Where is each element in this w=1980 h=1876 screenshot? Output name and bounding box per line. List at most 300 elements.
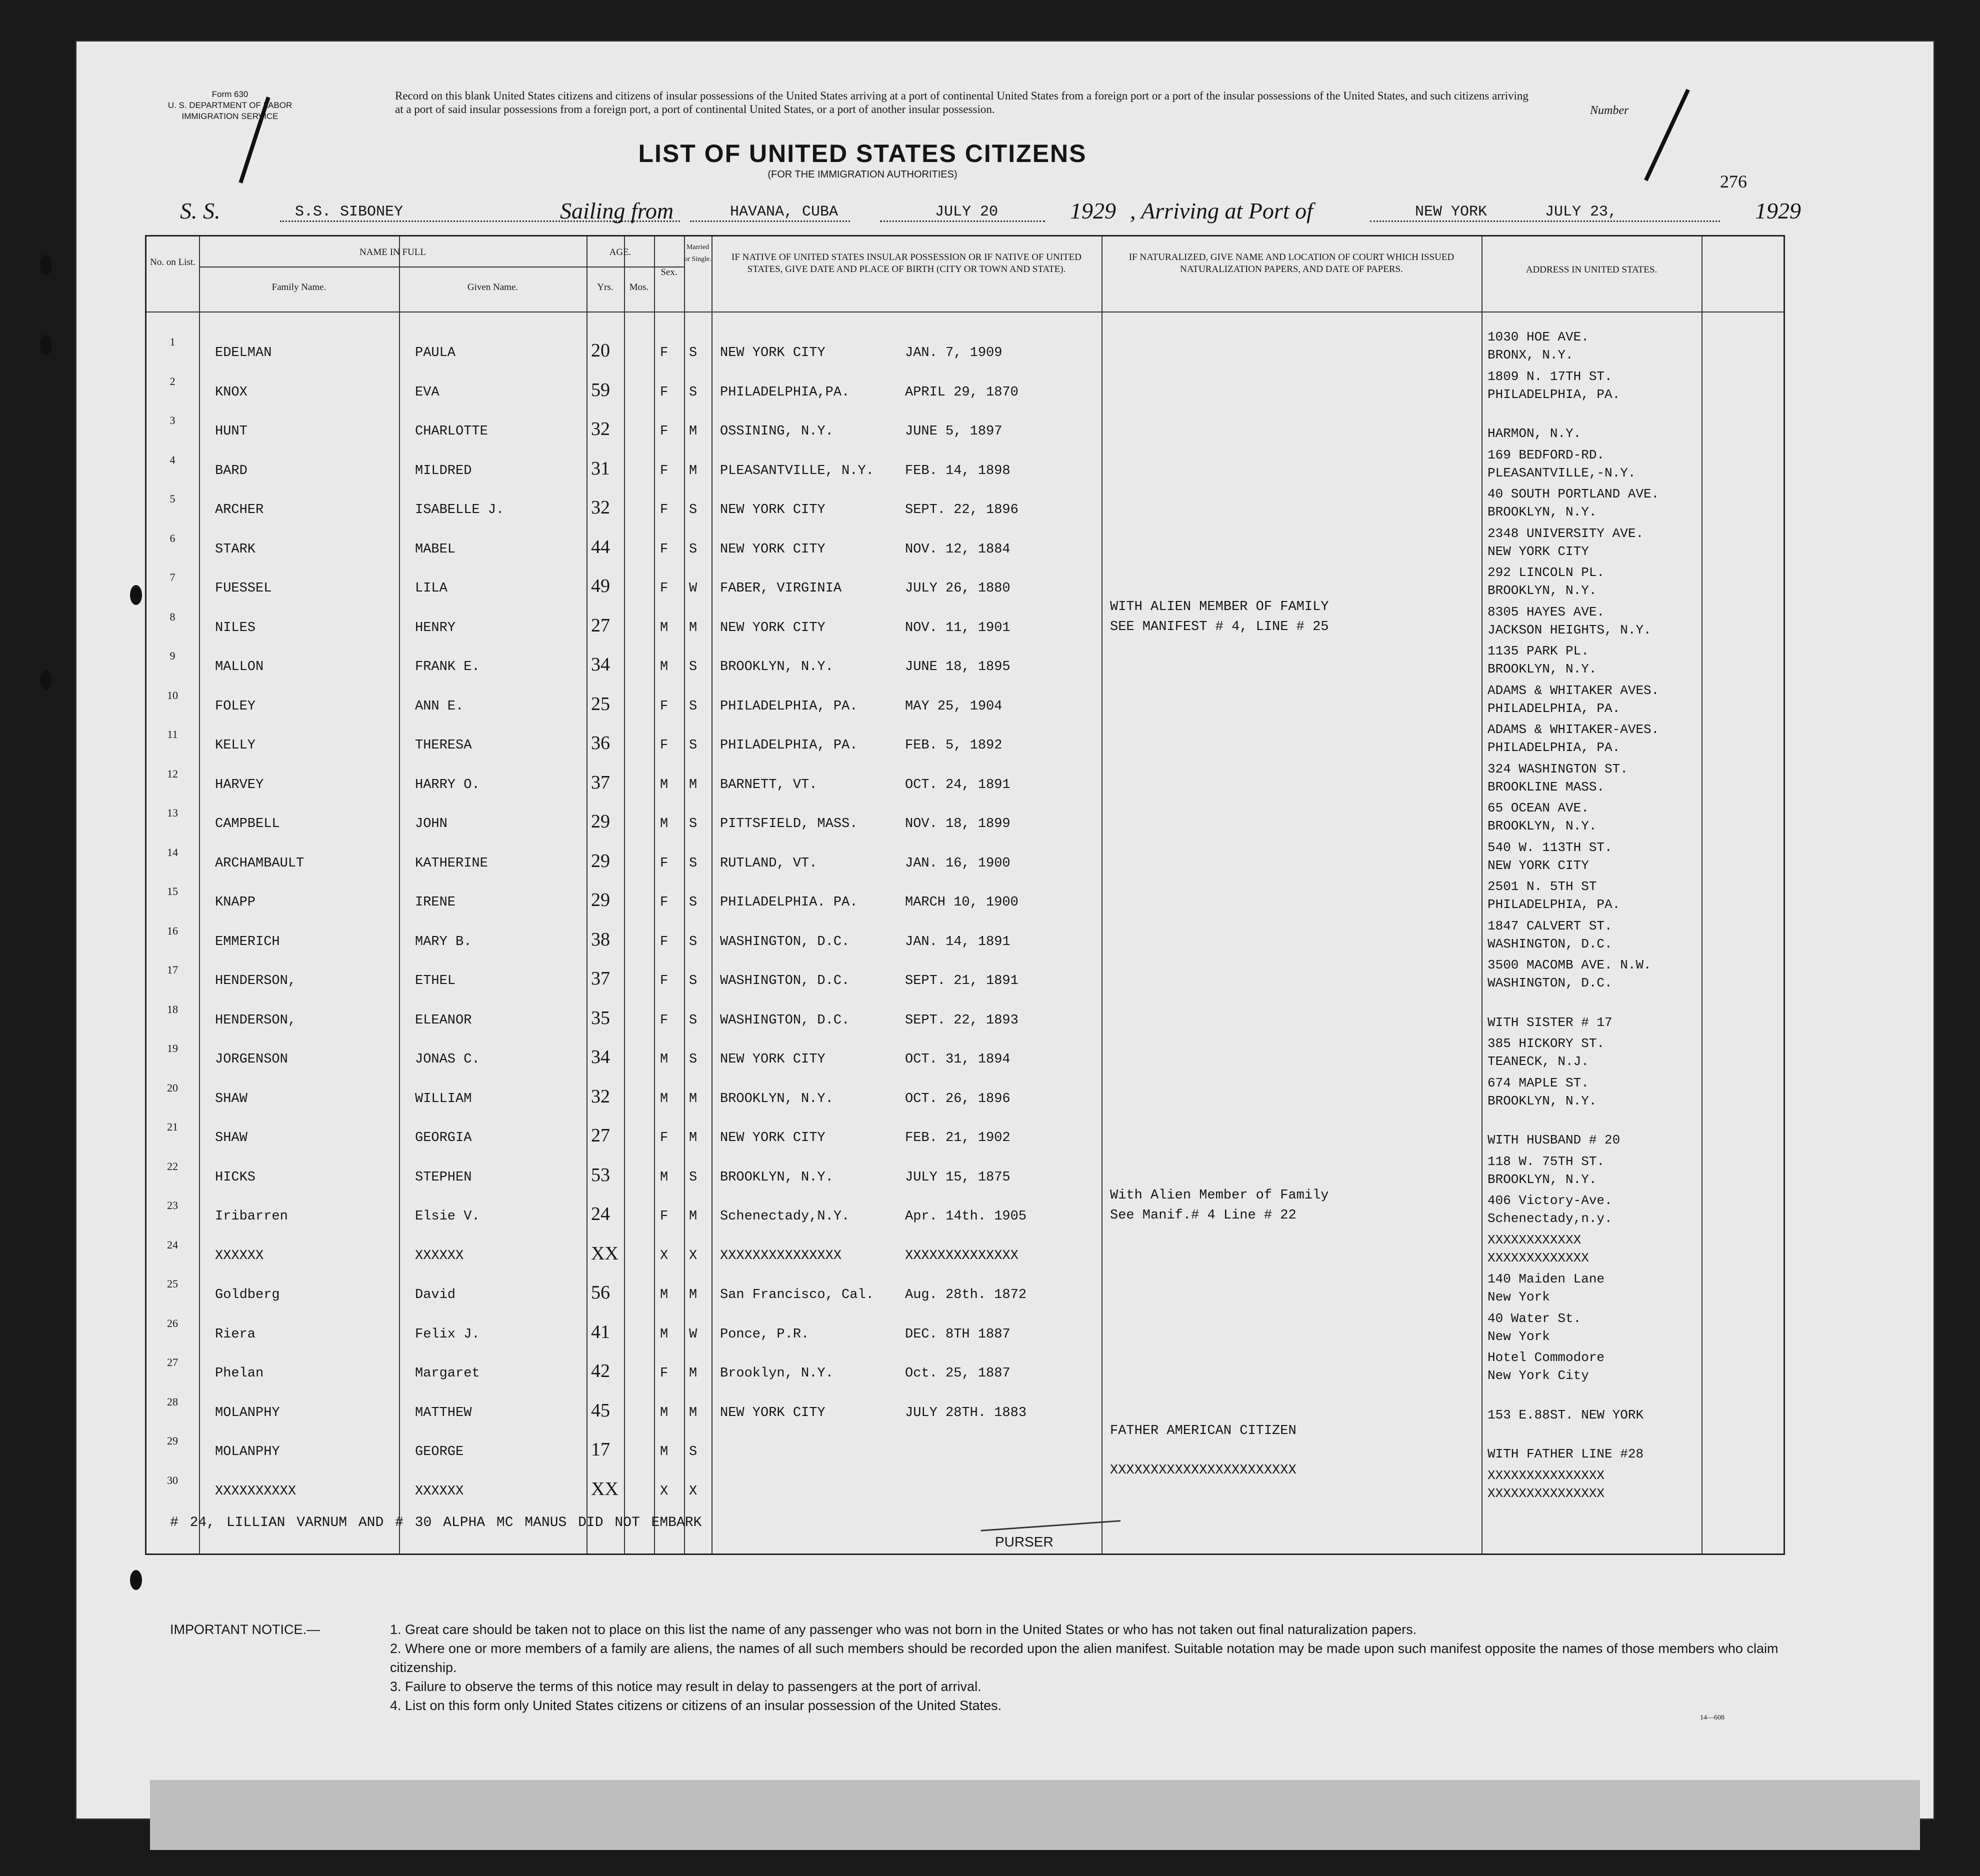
birth-date: OCT. 26, 1896 xyxy=(905,1091,1010,1106)
notice-item: 3. Failure to observe the terms of this notice may result in delay to passengers at the port of arrival. xyxy=(390,1679,982,1694)
given-name: WILLIAM xyxy=(415,1091,472,1106)
table-row xyxy=(145,682,1785,724)
address-line2: WASHINGTON, D.C. xyxy=(1488,976,1612,990)
departure-year: 1929 xyxy=(1070,198,1116,224)
age-years: 38 xyxy=(591,928,610,950)
header-given-name: Given Name. xyxy=(467,282,518,292)
given-name: ELEANOR xyxy=(415,1012,472,1028)
table-row xyxy=(145,1188,1785,1234)
naturalization-note: SEE MANIFEST # 4, LINE # 25 xyxy=(1110,619,1329,634)
given-name: GEORGE xyxy=(415,1444,464,1460)
birth-place: BROOKLYN, N.Y. xyxy=(720,1091,834,1106)
age-years: 29 xyxy=(591,890,610,910)
given-name: HENRY xyxy=(415,620,456,636)
list-number: 1 xyxy=(170,336,176,348)
address-line2: XXXXXXXXXXXXXXX xyxy=(1488,1486,1605,1501)
marital-status: M xyxy=(689,1130,698,1146)
family-name: ARCHER xyxy=(215,502,264,518)
table-row xyxy=(145,599,1785,646)
sex: M xyxy=(660,660,668,674)
table-row xyxy=(145,1075,1785,1116)
marital-status: S xyxy=(689,1012,698,1028)
address-line2: WITH FATHER LINE #28 xyxy=(1488,1446,1644,1462)
table-row xyxy=(145,1350,1785,1391)
birth-date: Apr. 14th. 1905 xyxy=(905,1209,1027,1224)
marital-status: S xyxy=(689,542,698,557)
family-name: STARK xyxy=(215,542,256,557)
sex: F xyxy=(660,542,668,557)
birth-date: JAN. 14, 1891 xyxy=(905,934,1010,950)
family-name: HUNT xyxy=(215,424,248,439)
list-number: 12 xyxy=(167,767,178,780)
birth-date: XXXXXXXXXXXXXX xyxy=(905,1248,1018,1264)
marital-status: S xyxy=(689,502,698,518)
form-identifier: Form 630 U. S. DEPARTMENT OF LABOR IMMIGRATION SERVICE xyxy=(168,90,292,121)
age-years: 31 xyxy=(591,458,610,479)
family-name: JORGENSON xyxy=(215,1052,288,1067)
address-line1: 2348 UNIVERSITY AVE. xyxy=(1488,526,1644,541)
list-number: 25 xyxy=(167,1278,178,1290)
marital-status: M xyxy=(689,620,698,636)
sex: F xyxy=(660,1130,668,1146)
header-name-in-full: NAME IN FULL xyxy=(360,247,426,258)
arrival-port: NEW YORK xyxy=(1415,204,1488,220)
list-number: 19 xyxy=(167,1042,178,1054)
marital-status: S xyxy=(689,384,698,400)
table-row xyxy=(145,1424,1785,1470)
given-name: Felix J. xyxy=(415,1326,480,1342)
table-row xyxy=(145,1154,1785,1195)
given-name: EVA xyxy=(415,384,440,400)
age-years: 20 xyxy=(591,340,610,361)
sex: F xyxy=(660,895,668,910)
address-line2: BRONX, N.Y. xyxy=(1488,348,1574,362)
address-line2: TEANECK, N.J. xyxy=(1488,1054,1589,1069)
page-title: LIST OF UNITED STATES CITIZENS xyxy=(638,140,1087,168)
list-number: 17 xyxy=(167,964,178,976)
age-years: 44 xyxy=(591,536,610,558)
table-row xyxy=(145,960,1785,998)
birth-date: OCT. 31, 1894 xyxy=(905,1052,1010,1067)
age-years: 59 xyxy=(591,379,610,400)
birth-place: OSSINING, N.Y. xyxy=(720,424,834,439)
given-name: XXXXXX xyxy=(415,1484,464,1499)
marital-status: M xyxy=(689,1288,698,1302)
birth-date: MAY 25, 1904 xyxy=(905,698,1002,714)
sex: F xyxy=(660,856,668,871)
sailing-label: Sailing from xyxy=(560,198,674,224)
address-line1: 1135 PARK PL. xyxy=(1488,644,1589,658)
table-row xyxy=(145,761,1785,802)
birth-place: RUTLAND, VT. xyxy=(720,856,818,871)
address-line1: 1847 CALVERT ST. xyxy=(1488,918,1612,934)
marital-status: S xyxy=(689,1444,698,1460)
purser-label: PURSER xyxy=(995,1534,1054,1550)
header-sex: Sex. xyxy=(660,267,678,278)
address-line1: 292 LINCOLN PL. xyxy=(1488,565,1605,580)
address-line2: PHILADELPHIA, PA. xyxy=(1488,386,1620,402)
family-name: HICKS xyxy=(215,1170,256,1185)
table-row xyxy=(145,918,1785,960)
sex: F xyxy=(660,738,668,753)
ship-line xyxy=(180,198,1870,228)
age-years: XX xyxy=(591,1478,618,1500)
sex: F xyxy=(660,502,668,518)
binder-hole xyxy=(40,670,52,690)
given-name: STEPHEN xyxy=(415,1170,472,1185)
given-name: MARY B. xyxy=(415,934,472,950)
header-age: AGE. xyxy=(609,247,632,258)
birth-place: Brooklyn, N.Y. xyxy=(720,1366,834,1381)
given-name: HARRY O. xyxy=(415,777,480,792)
list-number: 13 xyxy=(167,806,178,819)
address-line2: PLEASANTVILLE,-N.Y. xyxy=(1488,465,1636,480)
list-number: 2 xyxy=(170,374,176,388)
arrival-year: 1929 xyxy=(1755,198,1801,224)
list-number: 24 xyxy=(167,1238,178,1251)
birth-date: FEB. 14, 1898 xyxy=(905,463,1010,478)
family-name: MOLANPHY xyxy=(215,1444,280,1460)
marital-status: M xyxy=(689,463,698,478)
notice-item: 2. Where one or more members of a family are aliens, the names of all such members should be recorded upon the alien manifest. Suitable notation may be made upon such manifest opposite the names of those members who claim citizenship. xyxy=(390,1641,1778,1675)
address-line1: 1030 HOE AVE. xyxy=(1488,330,1589,344)
birth-date: JULY 28TH. 1883 xyxy=(905,1405,1027,1420)
age-years: 56 xyxy=(591,1282,610,1303)
family-name: Goldberg xyxy=(215,1288,280,1302)
family-name: XXXXXX xyxy=(215,1248,264,1264)
sex: M xyxy=(660,777,668,792)
birth-date: JUNE 5, 1897 xyxy=(905,424,1002,439)
list-number: 6 xyxy=(170,532,176,544)
table-row xyxy=(145,565,1785,606)
list-number: 22 xyxy=(167,1160,178,1172)
sex: M xyxy=(660,816,668,832)
sex: M xyxy=(660,1444,668,1460)
list-number: 16 xyxy=(167,924,178,937)
birth-date: SEPT. 21, 1891 xyxy=(905,974,1018,988)
address-line2: PHILADELPHIA, PA. xyxy=(1488,897,1620,912)
family-name: NILES xyxy=(215,620,256,636)
age-years: 25 xyxy=(591,693,610,714)
list-number: 27 xyxy=(167,1356,178,1368)
given-name: David xyxy=(415,1288,456,1302)
address-line2: HARMON, N.Y. xyxy=(1488,426,1582,441)
age-years: 17 xyxy=(591,1439,610,1460)
naturalization-note: FATHER AMERICAN CITIZEN xyxy=(1110,1424,1296,1438)
family-name: HARVEY xyxy=(215,777,264,792)
given-name: MABEL xyxy=(415,542,456,557)
sex: F xyxy=(660,581,668,596)
address-line1: 40 SOUTH PORTLAND AVE. xyxy=(1488,486,1660,502)
family-name: XXXXXXXXXX xyxy=(215,1484,296,1499)
birth-place: NEW YORK CITY xyxy=(720,346,826,360)
naturalization-note: WITH ALIEN MEMBER OF FAMILY xyxy=(1110,599,1329,614)
family-name: HENDERSON, xyxy=(215,1012,296,1028)
marital-status: W xyxy=(689,1326,698,1342)
address-line1: 385 HICKORY ST. xyxy=(1488,1036,1605,1051)
marital-status: S xyxy=(689,895,698,910)
list-number: 11 xyxy=(167,728,178,740)
list-number: 26 xyxy=(167,1316,178,1330)
given-name: PAULA xyxy=(415,346,456,360)
sex: M xyxy=(660,620,668,636)
naturalization-note: With Alien Member of Family xyxy=(1110,1188,1329,1203)
header-months: Mos. xyxy=(629,282,649,292)
table-row xyxy=(145,1310,1785,1352)
list-number: 7 xyxy=(170,571,176,584)
given-name: ISABELLE J. xyxy=(415,502,504,518)
page-subtitle: (FOR THE IMMIGRATION AUTHORITIES) xyxy=(768,169,958,180)
address-line2: PHILADELPHIA, PA. xyxy=(1488,700,1620,716)
address-line2: NEW YORK CITY xyxy=(1488,544,1589,559)
birth-place: FABER, VIRGINIA xyxy=(720,581,842,596)
list-number: 23 xyxy=(167,1199,178,1212)
given-name: MILDRED xyxy=(415,463,472,478)
list-number: 3 xyxy=(170,414,176,426)
birth-place: BARNETT, VT. xyxy=(720,777,818,792)
marital-status: M xyxy=(689,424,698,439)
given-name: JOHN xyxy=(415,816,448,832)
address-line2: New York xyxy=(1488,1290,1550,1304)
given-name: CHARLOTTE xyxy=(415,424,488,439)
sex: F xyxy=(660,1209,668,1224)
birth-date: OCT. 24, 1891 xyxy=(905,777,1010,792)
sex: F xyxy=(660,384,668,400)
birth-date: JULY 15, 1875 xyxy=(905,1170,1010,1185)
given-name: ETHEL xyxy=(415,974,456,988)
ss-label: S. S. xyxy=(180,198,220,224)
address-line1: ADAMS & WHITAKER AVES. xyxy=(1488,682,1660,698)
birth-place: Ponce, P.R. xyxy=(720,1326,810,1342)
marital-status: M xyxy=(689,1405,698,1420)
binder-hole xyxy=(130,585,142,605)
birth-place: NEW YORK CITY xyxy=(720,542,826,557)
address-line1: 324 WASHINGTON ST. xyxy=(1488,761,1628,776)
marital-status: S xyxy=(689,346,698,360)
age-years: 42 xyxy=(591,1360,610,1382)
binder-hole xyxy=(130,1570,142,1590)
table-row xyxy=(145,1036,1785,1077)
address-line2: BROOKLYN, N.Y. xyxy=(1488,504,1597,520)
birth-place: WASHINGTON, D.C. xyxy=(720,1012,850,1028)
birth-date: SEPT. 22, 1896 xyxy=(905,502,1018,518)
table-row xyxy=(145,368,1785,410)
form-code: 14—608 xyxy=(1700,1714,1724,1722)
family-name: EDELMAN xyxy=(215,346,272,360)
sex: F xyxy=(660,424,668,439)
birth-date: NOV. 11, 1901 xyxy=(905,620,1010,636)
address-line1: ADAMS & WHITAKER-AVES. xyxy=(1488,722,1660,737)
naturalization-note: XXXXXXXXXXXXXXXXXXXXXXX xyxy=(1110,1462,1296,1478)
address-line1: 2501 N. 5TH ST xyxy=(1488,879,1597,894)
table-row xyxy=(145,1274,1785,1312)
birth-date: JAN. 7, 1909 xyxy=(905,346,1002,360)
sex: F xyxy=(660,934,668,950)
given-name: JONAS C. xyxy=(415,1052,480,1067)
list-number: 15 xyxy=(167,885,178,898)
family-name: ARCHAMBAULT xyxy=(215,856,304,871)
table-row xyxy=(145,840,1785,881)
list-number: 28 xyxy=(167,1395,178,1408)
address-line2: BROOKLYN, N.Y. xyxy=(1488,1172,1597,1187)
table-row xyxy=(145,646,1785,684)
marital-status: W xyxy=(689,581,698,596)
table-row xyxy=(145,722,1785,763)
table-row xyxy=(145,332,1785,370)
address-line2: NEW YORK CITY xyxy=(1488,858,1589,873)
birth-date: Oct. 25, 1887 xyxy=(905,1366,1010,1381)
table-row xyxy=(145,1000,1785,1038)
address-line2: BROOKLYN, N.Y. xyxy=(1488,818,1597,834)
list-number: 29 xyxy=(167,1434,178,1447)
list-number: 8 xyxy=(170,610,176,623)
table-row xyxy=(145,1392,1785,1430)
list-number: 30 xyxy=(167,1474,178,1486)
table-row xyxy=(145,486,1785,528)
address-line2: BROOKLINE MASS. xyxy=(1488,779,1605,794)
marital-status: X xyxy=(689,1248,698,1264)
header-years: Yrs. xyxy=(597,282,614,292)
marital-status: S xyxy=(689,1052,698,1067)
birth-place: PHILADELPHIA, PA. xyxy=(720,698,858,714)
family-name: FUESSEL xyxy=(215,581,272,596)
sex: M xyxy=(660,1326,668,1342)
birth-place: BROOKLYN, N.Y. xyxy=(720,660,834,674)
sex: F xyxy=(660,974,668,988)
table-row xyxy=(145,447,1785,488)
birth-place: PHILADELPHIA, PA. xyxy=(720,738,858,753)
sex: M xyxy=(660,1405,668,1420)
age-years: 41 xyxy=(591,1321,610,1342)
list-number: 20 xyxy=(167,1081,178,1094)
sex: X xyxy=(660,1248,668,1264)
given-name: FRANK E. xyxy=(415,660,480,674)
address-line1: 8305 HAYES AVE. xyxy=(1488,604,1605,620)
given-name: MATTHEW xyxy=(415,1405,472,1420)
age-years: XX xyxy=(591,1242,618,1264)
sex: M xyxy=(660,1170,668,1185)
marital-status: S xyxy=(689,738,698,753)
family-name: Riera xyxy=(215,1326,256,1342)
list-number: 10 xyxy=(167,688,178,702)
family-name: Iribarren xyxy=(215,1209,288,1224)
family-name: FOLEY xyxy=(215,698,256,714)
address-line2: 153 E.88ST. NEW YORK xyxy=(1488,1407,1644,1422)
age-years: 24 xyxy=(591,1204,610,1224)
given-name: XXXXXX xyxy=(415,1248,464,1264)
birth-date: FEB. 21, 1902 xyxy=(905,1130,1010,1146)
age-years: 37 xyxy=(591,968,610,989)
given-name: GEORGIA xyxy=(415,1130,472,1146)
birth-place: PHILADELPHIA,PA. xyxy=(720,384,850,400)
marital-status: S xyxy=(689,856,698,871)
birth-place: BROOKLYN, N.Y. xyxy=(720,1170,834,1185)
table-row xyxy=(145,526,1785,567)
marital-status: S xyxy=(689,660,698,674)
table-row xyxy=(145,879,1785,920)
birth-place: PLEASANTVILLE, N.Y. xyxy=(720,463,874,478)
address-line1: 3500 MACOMB AVE. N.W. xyxy=(1488,958,1652,972)
family-name: EMMERICH xyxy=(215,934,280,950)
age-years: 32 xyxy=(591,418,610,440)
age-years: 53 xyxy=(591,1164,610,1186)
sex: F xyxy=(660,463,668,478)
list-number: 9 xyxy=(170,650,176,662)
birth-place: Schenectady,N.Y. xyxy=(720,1209,850,1224)
birth-date: JAN. 16, 1900 xyxy=(905,856,1010,871)
family-name: HENDERSON, xyxy=(215,974,296,988)
table-row xyxy=(145,800,1785,842)
birth-place: NEW YORK CITY xyxy=(720,1130,826,1146)
address-line1: 1809 N. 17TH ST. xyxy=(1488,368,1612,384)
given-name: IRENE xyxy=(415,895,456,910)
given-name: THERESA xyxy=(415,738,472,753)
family-name: MOLANPHY xyxy=(215,1405,280,1420)
address-line1: Hotel Commodore xyxy=(1488,1350,1605,1365)
header-birth: IF NATIVE OF UNITED STATES INSULAR POSSESSION OR IF NATIVE OF UNITED STATES, GIVE DATE AND PLACE OF BIRTH (CITY OR TOWN AND STATE). xyxy=(732,252,1082,274)
family-name: BARD xyxy=(215,463,248,478)
age-years: 29 xyxy=(591,850,610,872)
family-name: SHAW xyxy=(215,1091,248,1106)
address-line1: 674 MAPLE ST. xyxy=(1488,1075,1589,1090)
age-years: 49 xyxy=(591,576,610,596)
birth-date: MARCH 10, 1900 xyxy=(905,895,1018,910)
birth-date: JULY 26, 1880 xyxy=(905,581,1010,596)
naturalization-note: See Manif.# 4 Line # 22 xyxy=(1110,1208,1296,1223)
marital-status: S xyxy=(689,1170,698,1185)
number-label: Number xyxy=(1590,104,1629,117)
address-line1: XXXXXXXXXXXX xyxy=(1488,1232,1582,1248)
birth-date: FEB. 5, 1892 xyxy=(905,738,1002,753)
age-years: 45 xyxy=(591,1400,610,1421)
birth-place: NEW YORK CITY xyxy=(720,502,826,518)
birth-date: APRIL 29, 1870 xyxy=(905,384,1018,400)
birth-place: NEW YORK CITY xyxy=(720,1405,826,1420)
address-line2: BROOKLYN, N.Y. xyxy=(1488,1093,1597,1108)
age-years: 27 xyxy=(591,1125,610,1146)
ship-name: S.S. SIBONEY xyxy=(295,204,404,220)
birth-date: DEC. 8TH 1887 xyxy=(905,1326,1010,1342)
embark-note: # 24, LILLIAN VARNUM AND # 30 ALPHA MC MANUS DID NOT EMBARK xyxy=(170,1515,702,1530)
given-name: Elsie V. xyxy=(415,1209,480,1224)
arriving-label: , Arriving at Port of xyxy=(1130,198,1313,224)
header-address: ADDRESS IN UNITED STATES. xyxy=(1526,264,1658,275)
given-name: KATHERINE xyxy=(415,856,488,871)
important-notice xyxy=(170,1620,1795,1715)
address-line2: WASHINGTON, D.C. xyxy=(1488,936,1612,952)
marital-status: S xyxy=(689,974,698,988)
address-line1: 65 OCEAN AVE. xyxy=(1488,800,1589,816)
address-line2: WITH HUSBAND # 20 xyxy=(1488,1132,1620,1148)
table-row xyxy=(145,1118,1785,1156)
birth-place: XXXXXXXXXXXXXXX xyxy=(720,1248,842,1264)
address-line2: Schenectady,n.y. xyxy=(1488,1211,1612,1226)
notice-item: 4. List on this form only United States citizens or citizens of an insular possession of the United States. xyxy=(390,1698,1002,1713)
departure-date: JULY 20 xyxy=(935,204,998,220)
age-years: 34 xyxy=(591,1046,610,1068)
sex: F xyxy=(660,1012,668,1028)
age-years: 35 xyxy=(591,1007,610,1028)
family-name: KELLY xyxy=(215,738,256,753)
birth-date: NOV. 18, 1899 xyxy=(905,816,1010,832)
binder-hole xyxy=(40,335,52,355)
age-years: 37 xyxy=(591,772,610,793)
birth-date: NOV. 12, 1884 xyxy=(905,542,1010,557)
age-years: 34 xyxy=(591,654,610,675)
birth-place: WASHINGTON, D.C. xyxy=(720,934,850,950)
address-line1: 406 Victory-Ave. xyxy=(1488,1193,1612,1208)
marital-status: M xyxy=(689,1366,698,1381)
